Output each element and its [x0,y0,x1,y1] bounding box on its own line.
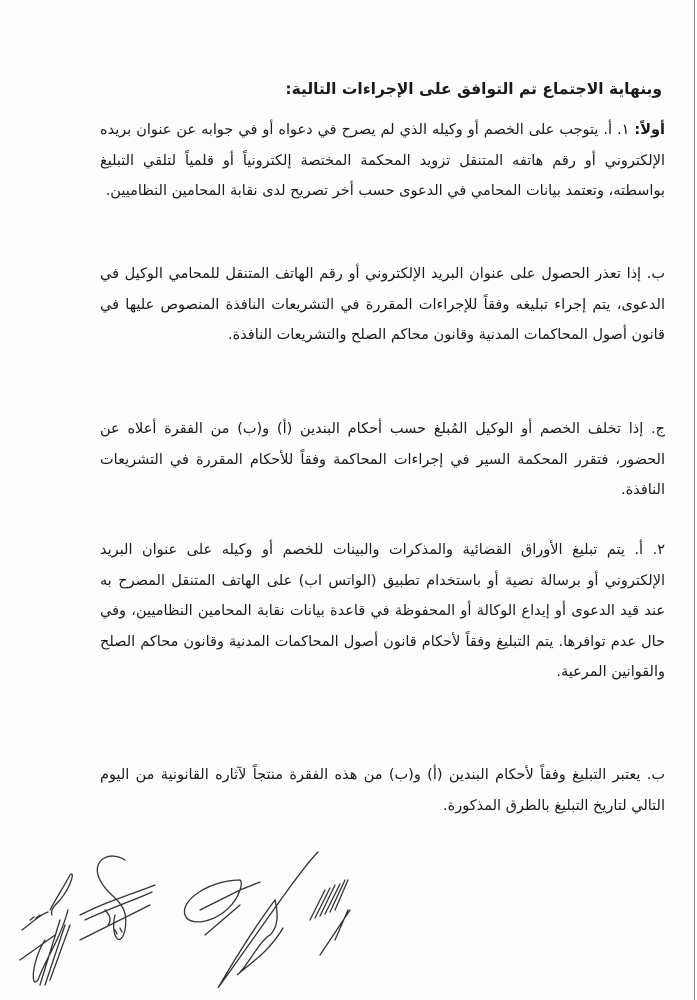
paragraph-prefix: أولاً: [634,122,665,138]
paragraph-text: ١. أ. يتوجب على الخصم أو وكيله الذي لم يصرح في دعواه أو في جوابه عن عنوان بريده الإلكتروني أو رقم هاتفه المتنقل تزويد المحكمة المختصة إلكترونياً أو قلمياً لتلقي التبليغ بواسطته، وتعتمد بيانات المحامي في الدعوى حسب أخر تصريح لدى نقابة المحامين النظاميين. [100,122,665,199]
paragraph-text: ب. يعتبر التبليغ وفقاً لأحكام البندين (أ) و(ب) من هذه الفقرة منتجاً لآثاره القانونية من اليوم التالي لتاريخ التبليغ بالطرق المذكورة. [100,767,665,814]
signature-2 [80,856,155,940]
signature-3 [184,852,318,988]
paragraph-text: ج. إذا تخلف الخصم أو الوكيل المُبلغ حسب أحكام البندين (أ) و(ب) من الفقرة أعلاه عن الحضور، فتقرر المحكمة السير في إجراءات المحاكمة وفقاً للأحكام المقررة في التشريعات النافذة. [100,421,665,498]
paragraph-1-c [100,414,665,506]
paragraph-2-a [100,535,665,688]
section-heading: وبنهاية الاجتماع تم التوافق على الإجراءات التالية: [285,80,662,98]
paragraph-text: ب. إذا تعذر الحصول على عنوان البريد الإلكتروني أو رقم الهاتف المتنقل للمحامي الوكيل في الدعوى، يتم إجراء تبليغه وفقاً للإجراءات المقررة في التشريعات النافذة المنصوص عليها في قانون أصول المحاكمات المدنية وقانون محاكم الصلح والتشريعات النافذة. [100,266,665,343]
paragraph-text: ٢. أ. يتم تبليغ الأوراق القضائية والمذكرات والبينات للخصم أو وكيله على عنوان البريد الإلكتروني أو برسالة نصية أو باستخدام تطبيق (الواتس اب) على الهاتف المتنقل المصرح به عند قيد الدعوى أو إيداع الوكالة أو المحفوظة في قاعدة بيانات نقابة المحامين النظاميين، وفي حال عدم توافرها. يتم التبليغ وفقاً لأحكام قانون أصول المحاكمات المدنية وقانون محاكم الصلح والقوانين المرعية. [100,542,665,680]
paragraph-1-a [100,115,665,207]
signatures-area [0,840,697,1000]
signature-1 [20,874,72,985]
paragraph-1-b [100,259,665,351]
paragraph-2-b [100,760,665,821]
signature-4 [310,880,350,955]
